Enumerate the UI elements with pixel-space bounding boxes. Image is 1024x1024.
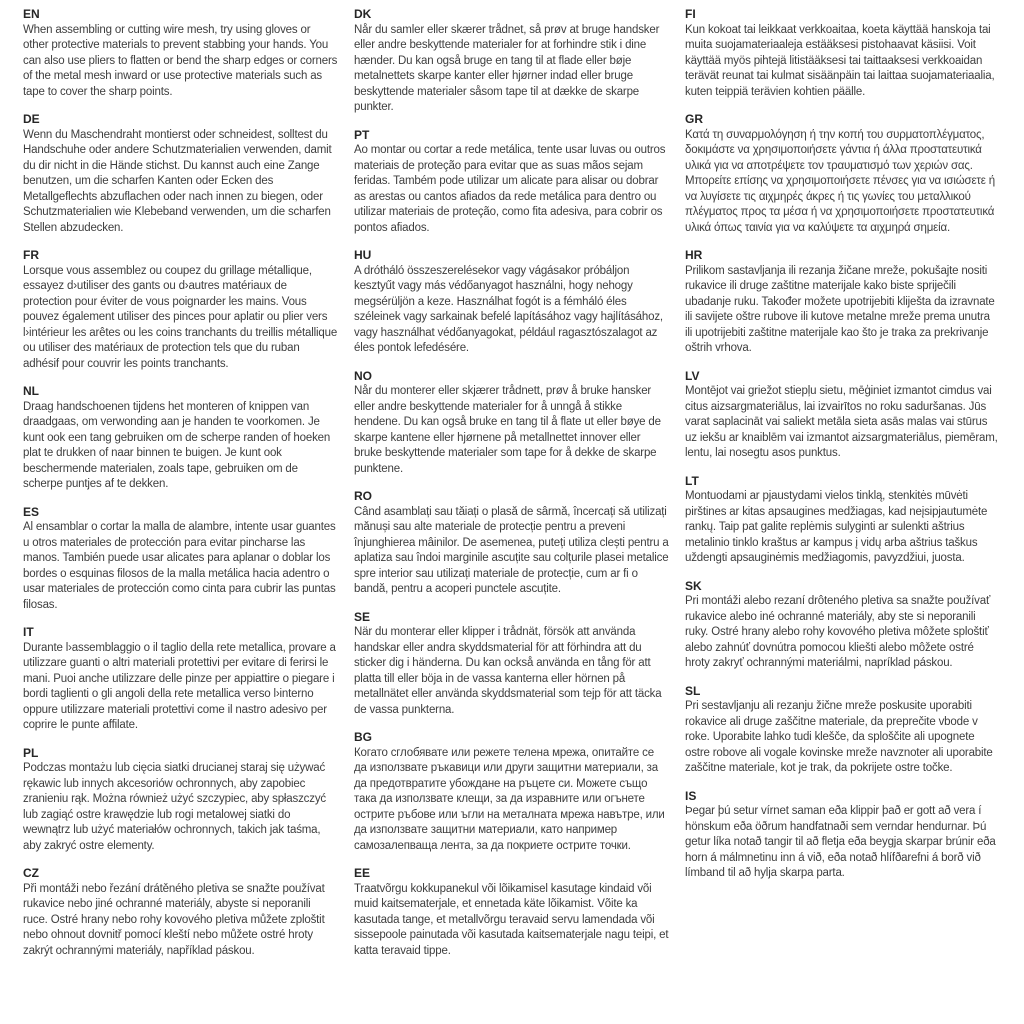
section-fr <box>23 248 338 372</box>
language-code-se: SE <box>354 609 371 624</box>
section-sl <box>685 684 1000 777</box>
section-dk <box>354 7 669 116</box>
instruction-text-de: Wenn du Maschendraht montierst oder schneidest, solltest du Handschuhe oder andere Schutzmaterialien verwenden, damit du dir nicht in die Hände stichst. Du kannst auch eine Zange benutzen, um die scharfen Kanten oder Ecken des Metallgeflechts abzuflachen oder nach innen zu biegen, oder Schutzmaterialien wie Klebeband verwenden, um die scharfen Stellen abzudecken. <box>23 128 332 234</box>
instruction-text-nl: Draag handschoenen tijdens het monteren of knippen van draadgaas, om verwonding aan je handen te voorkomen. Je kunt ook een tang gebruiken om de scherpe randen of hoeken plat te drukken of naar binnen te buigen. Je kunt ook beschermende materialen, zoals tape, gebruiken om de scherpe puntjes af te dekken. <box>23 400 331 490</box>
instruction-text-fr: Lorsque vous assemblez ou coupez du grillage métallique, essayez d›utiliser des gants ou d›autres matériaux de protection pour éviter de vous poignarder les mains. Vous pouvez également utiliser des pinces pour aplatir ou plier vers l›intérieur les arêtes ou les coins tranchants du treillis métallique ou utiliser des matériaux de protection tels que du ruban adhésif pour couvrir les points tranchants. <box>23 264 338 370</box>
language-code-it: IT <box>23 625 34 639</box>
language-code-gr: GR <box>685 112 703 126</box>
section-pt <box>354 128 669 237</box>
language-code-pl: PL <box>23 745 39 760</box>
instruction-text-no: Når du monterer eller skjærer trådnett, prøv å bruke hansker eller andre beskyttende materialer for å unngå å stikke hendene. Du kan også bruke en tang til å flate ut eller bøye de skarpe kantene eller hjørnene på metallnettet innover eller bruke beskyttende materialer som tape for å dekke de skarpe punktene. <box>354 385 661 475</box>
language-code-hr: HR <box>685 248 703 262</box>
instruction-text-hr: Prilikom sastavljanja ili rezanja žičane mreže, pokušajte nositi rukavice ili druge zaštitne materijale kako biste spriječili ubadanje ruku. Također možete upotrijebiti kliješta da izravnate ili savijete oštre rubove ili kutove metalne mreže prema unutra ili upotrijebiti zaštitne materijale kao što je traka za prekrivanje oštrih vrhova. <box>685 264 995 354</box>
instruction-text-it: Durante l›assemblaggio o il taglio della rete metallica, provare a utilizzare guanti o altri materiali protettivi per evitare di ferirsi le mani. Puoi anche utilizzare delle pinze per appiattire o piegare i bordi taglienti o gli angoli della rete metallica verso l›interno oppure utilizzare materiali protettivi come il nastro adesivo per coprire le punte affilate. <box>23 641 336 731</box>
instruction-text-cz: Při montáži nebo řezání drátěného pletiva se snažte používat rukavice nebo jiné ochranné materiály, abyste si neporanili ruce. Ostré hrany nebo rohy kovového pletiva můžete zploštit nebo ohnout dovnitř pomocí kleští nebo můžete ostré hroty zakrýt ochrannými materiály, například páskou. <box>23 882 325 957</box>
section-ro <box>354 489 669 598</box>
section-no <box>354 369 669 478</box>
language-code-en: EN <box>23 7 40 21</box>
section-gr <box>685 112 1000 236</box>
instruction-text-sl: Pri sestavljanju ali rezanju žične mreže poskusite uporabiti rokavice ali druge zaščitne materiale, da preprečite vbode v roke. Uporabite lahko tudi klešče, da sploščite ali upognete ostre robove ali vogale kovinske mreže navznoter ali uporabite zaščitne materiale, kot je trak, da pokrijete ostre točke. <box>685 700 993 774</box>
column-2 <box>354 7 669 1024</box>
language-code-lt: LT <box>685 473 699 488</box>
section-en <box>23 7 338 100</box>
section-pl <box>23 746 338 855</box>
section-nl <box>23 384 338 493</box>
language-code-hu: HU <box>354 248 372 262</box>
section-es <box>23 505 338 614</box>
language-code-is: IS <box>685 788 697 803</box>
instruction-text-en: When assembling or cutting wire mesh, try using gloves or other protective materials to prevent stabbing your hands. You can also use pliers to flatten or bend the sharp edges or corners of the metal mesh inward or use protective materials such as tape to cover the sharp points. <box>23 23 338 98</box>
section-is <box>685 789 1000 882</box>
section-hu <box>354 248 669 357</box>
section-se <box>354 610 669 719</box>
instruction-text-es: Al ensamblar o cortar la malla de alambre, intente usar guantes u otros materiales de protección para evitar pincharse las manos. También puede usar alicates para aplanar o doblar los bordes o esquinas filosos de la malla metálica hacia adentro o usar materiales de protección como cinta para cubrir las puntas filosas. <box>23 521 336 611</box>
language-code-bg: BG <box>354 730 372 744</box>
language-code-de: DE <box>23 112 40 126</box>
column-1 <box>23 7 338 1024</box>
language-code-sk: SK <box>685 578 702 593</box>
section-lt <box>685 474 1000 567</box>
instruction-text-fi: Kun kokoat tai leikkaat verkkoaitaa, koeta käyttää hanskoja tai muita suojamateriaaleja estääksesi pistohaavat käsiisi. Voit käyttää myös pihtejä litistääksesi tai taittaaksesi verkkoaidan terävät reunat tai kulmat sisäänpäin tai laittaa suojamateriaalia, kuten teippiä terävien kohtien päälle. <box>685 23 995 98</box>
instruction-text-pl: Podczas montażu lub cięcia siatki drucianej staraj się używać rękawic lub innych akcesoriów ochronnych, aby zapobiec zranieniu rąk. Można również użyć szczypiec, aby spłaszczyć lub zagiąć ostre krawędzie lub rogi metalowej siatki do wewnątrz lub użyć materiałów ochronnych, takich jak taśma, aby zakryć ostre elementy. <box>23 762 326 852</box>
instruction-text-se: När du monterar eller klipper i trådnät, försök att använda handskar eller andra skyddsmaterial för att förhindra att du sticker dig i händerna. Du kan också använda en tång för att platta till eller böja in de vassa kanterna eller hörnen på metallnätet eller använda skyddsmaterial som tejp för att täcka de vassa punkterna. <box>354 626 662 716</box>
section-sk <box>685 579 1000 672</box>
language-code-ee: EE <box>354 866 371 880</box>
language-code-nl: NL <box>23 384 39 398</box>
column-3 <box>685 7 1000 1024</box>
language-code-dk: DK <box>354 7 372 21</box>
section-hr <box>685 248 1000 357</box>
section-cz <box>23 866 338 959</box>
instruction-text-is: Þegar þú setur vírnet saman eða klippir það er gott að vera í hönskum eða öðrum handfatnaði sem verndar hendurnar. Þú getur líka notað tangir til að fletja eða beygja skarpar brúnir eða horn á málmnetinu inn á við, eða notað hlífðarefni á borð við límband til að hylja skarpa parta. <box>685 805 996 879</box>
language-code-es: ES <box>23 504 40 519</box>
instruction-text-lv: Montējot vai griežot stiepļu sietu, mēģiniet izmantot cimdus vai citus aizsargmateriālus, lai izvairītos no roku saduršanas. Jūs varat saplacināt vai saliekt metāla sieta asās malas vai stūrus uz iekšu ar knaiblēm vai izmantot aizsargmateriālus, piemēram, lentu, lai nosegtu asos punktus. <box>685 385 998 459</box>
section-ee <box>354 866 669 959</box>
language-code-pt: PT <box>354 127 370 142</box>
instruction-text-lt: Montuodami ar pjaustydami vielos tinklą, stenkitės mūvėti pirštines ar kitas apsaugines medžiagas, kad neįsipjautumėte rankų. Taip pat galite replėmis sulyginti ar sulenkti aštrius metalinio tinklo kraštus ar kampus į vidų arba aštrius taškus uždengti apsauginėmis medžiagomis, pavyzdžiui, juosta. <box>685 490 988 564</box>
language-code-lv: LV <box>685 368 700 383</box>
instruction-text-pt: Ao montar ou cortar a rede metálica, tente usar luvas ou outros materiais de proteção para evitar que as suas mãos sejam feridas. Também pode utilizar um alicate para alisar ou dobrar as arestas ou cantos afiados da rede metálica para dentro ou utilizar materiais de proteção, como fita adesiva, para cobrir os pontos afiados. <box>354 144 666 234</box>
instruction-text-ro: Când asamblați sau tăiați o plasă de sârmă, încercați să utilizați mănuși sau alte materiale de protecție pentru a preveni înjunghierea mâinilor. De asemenea, puteți utiliza clești pentru a aplatiza sau îndoi marginile ascuțite sau colțurile plasei metalice spre interior sau utilizați materiale de protecție, cum ar fi o bandă, pentru a acoperi punctele ascuțite. <box>354 505 669 595</box>
section-fi <box>685 7 1000 100</box>
instruction-text-bg: Когато сглобявате или режете телена мрежа, опитайте се да използвате ръкавици или други защитни материали, за да предотвратите убождане на ръцете си. Можете също така да използвате клещи, за да изравните или огънете острите ръбове или ъгли на металната мрежа навътре, или да използвате защитни материали, като например самозалепваща лента, за да покриете острите точки. <box>354 746 665 852</box>
language-code-fi: FI <box>685 7 696 21</box>
instruction-text-ee: Traatvõrgu kokkupanekul või lõikamisel kasutage kindaid või muid kaitsematerjale, et ennetada käte lõikamist. Võite ka kasutada tange, et metallvõrgu teravaid servu lamendada või sissepoole painutada või kasutada kaitsematerjale nagu teipi, et katta teravaid tippe. <box>354 882 669 957</box>
section-lv <box>685 369 1000 462</box>
language-code-sl: SL <box>685 683 701 698</box>
language-code-fr: FR <box>23 248 39 262</box>
section-de <box>23 112 338 236</box>
instruction-text-sk: Pri montáži alebo rezaní drôteného pletiva sa snažte používať rukavice alebo iné ochranné materiály, aby ste si neporanili ruky. Ostré hrany alebo rohy kovového pletiva môžete sploštiť alebo zahnúť dovnútra pomocou kliešti alebo môžete ostré hroty zakryť ochrannými materiálmi, napríklad páskou. <box>685 595 991 669</box>
language-code-ro: RO <box>354 489 372 503</box>
instruction-text-hu: A drótháló összeszerelésekor vagy vágásakor próbáljon kesztyűt vagy más védőanyagot használni, hogy nehogy megsérüljön a keze. Használhat fogót is a fémháló éles széleinek vagy sarkainak befelé lapításához vagy hajlításához, vagy használhat védőanyagokat, például ragasztószalagot az éles pontok lefedésére. <box>354 264 663 354</box>
language-code-no: NO <box>354 368 372 383</box>
instruction-text-gr: Κατά τη συναρμολόγηση ή την κοπή του συρματοπλέγματος, δοκιμάστε να χρησιμοποιήσετε γάντια ή άλλα προστατευτικά υλικά για να αποτρέψετε τον τραυματισμό των χεριών σας. Μπορείτε επίσης να χρησιμοποιήσετε πένσες για να ισιώσετε ή να λυγίσετε τις αιχμηρές άκρες ή τις γωνίες του μεταλλικού πλέγματος προς τα μέσα ή να χρησιμοποιήσετε προστατευτικά υλικά όπως ταινία για να καλύψετε τα αιχμηρά σημεία. <box>685 128 995 234</box>
language-code-cz: CZ <box>23 866 39 880</box>
section-it <box>23 625 338 734</box>
instruction-text-dk: Når du samler eller skærer trådnet, så prøv at bruge handsker eller andre beskyttende materialer for at forhindre stik i dine hænder. Du kan også bruge en tang til at flade eller bøje metalnettets skarpe kanter eller hjørner indad eller bruge beskyttende materialer såsom tape til at dække de skarpe punkter. <box>354 23 660 113</box>
section-bg <box>354 730 669 854</box>
